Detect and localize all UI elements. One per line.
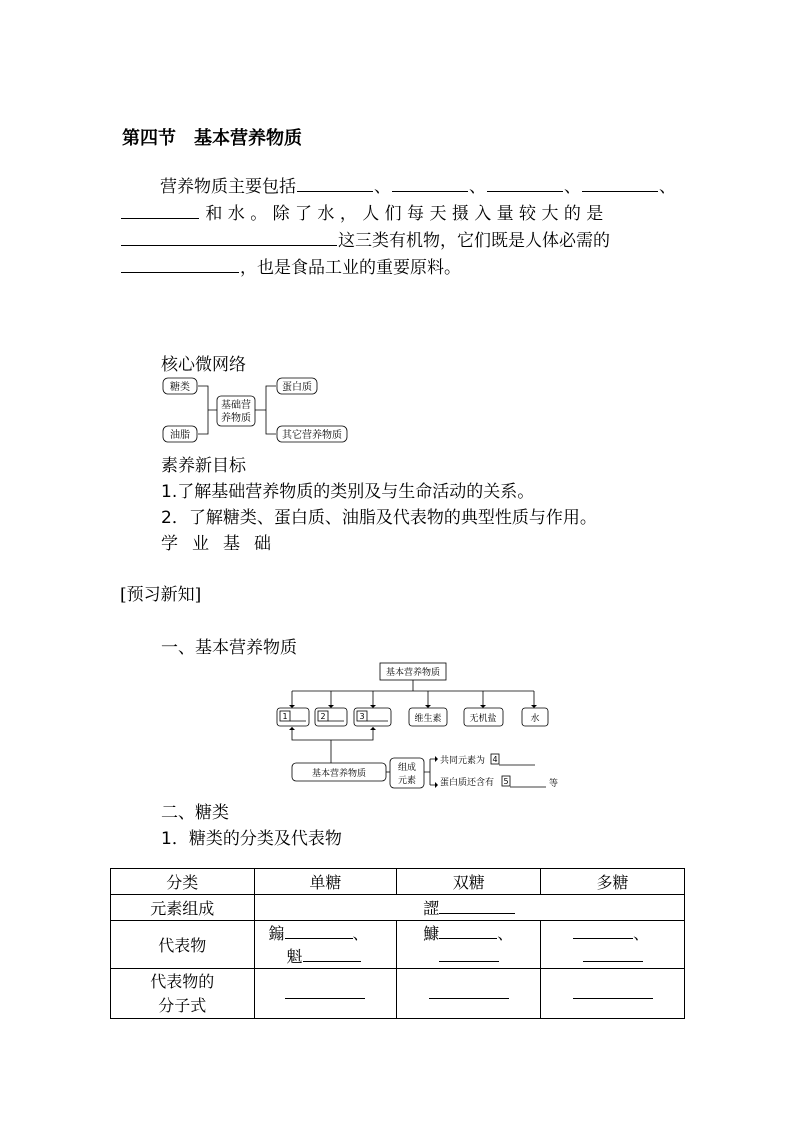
sugar-classification-table bbox=[110, 868, 685, 1019]
connector bbox=[198, 386, 217, 434]
fill-blank[interactable] bbox=[303, 947, 361, 962]
table-cell bbox=[397, 921, 541, 969]
arrowhead bbox=[435, 756, 438, 762]
blank-number: 4 bbox=[492, 755, 498, 764]
intro-line-1 bbox=[120, 173, 674, 201]
page-title: 第四节 基本营养物质 bbox=[122, 128, 302, 149]
table-cell bbox=[541, 969, 685, 1019]
cell-prefix: 䜀 bbox=[423, 899, 440, 918]
goal-item-1: 1.了解基础营养物质的类别及与生命活动的关系。 bbox=[161, 482, 535, 502]
table-header: 分类 bbox=[111, 869, 255, 895]
fill-blank[interactable] bbox=[439, 924, 497, 939]
fill-blank[interactable] bbox=[573, 984, 653, 999]
node-compose: 元素 bbox=[397, 776, 417, 786]
section1-heading: 一、基本营养物质 bbox=[161, 638, 297, 658]
goal-item-2: 2．了解糖类、蛋白质、油脂及代表物的典型性质与作用。 bbox=[161, 508, 597, 528]
row-label-line: 代表物的 bbox=[150, 971, 215, 991]
intro-line-4 bbox=[120, 254, 674, 282]
table-cell bbox=[254, 969, 397, 1019]
table-cell bbox=[541, 921, 685, 969]
intro-text-2: 和 水 。 除 了 水 ， 人 们 每 天 摄 入 量 较 大 的 是 bbox=[205, 204, 604, 224]
table-row bbox=[111, 969, 685, 1019]
separator: 、 bbox=[469, 177, 486, 197]
foundation-heading: 学业基础 bbox=[161, 534, 285, 554]
fill-blank[interactable] bbox=[121, 256, 239, 273]
table-cell bbox=[397, 969, 541, 1019]
fill-blank[interactable] bbox=[285, 984, 365, 999]
intro-text-1: 营养物质主要包括 bbox=[160, 177, 296, 197]
blank-number: 2 bbox=[320, 712, 326, 721]
separator: 、 bbox=[352, 923, 369, 943]
fill-blank[interactable] bbox=[297, 175, 373, 192]
node-sugar: 糖类 bbox=[170, 382, 190, 393]
fill-blank[interactable] bbox=[582, 175, 658, 192]
intro-line-3 bbox=[120, 227, 674, 255]
fill-blank[interactable] bbox=[487, 175, 563, 192]
row-label bbox=[111, 969, 255, 1019]
arrowhead bbox=[289, 727, 295, 730]
table-header: 双糖 bbox=[397, 869, 541, 895]
table-cell bbox=[254, 895, 684, 921]
fill-blank[interactable] bbox=[583, 947, 643, 962]
node-protein: 蛋白质 bbox=[282, 382, 312, 393]
node-water: 水 bbox=[530, 714, 540, 724]
arrowhead bbox=[425, 705, 431, 708]
network-heading: 核心微网络 bbox=[161, 355, 246, 375]
arrowhead bbox=[370, 727, 376, 730]
section2-subheading: 1．糖类的分类及代表物 bbox=[161, 829, 342, 849]
row-label: 代表物 bbox=[111, 921, 255, 969]
arrowhead bbox=[435, 782, 438, 788]
fill-blank[interactable] bbox=[439, 899, 515, 914]
node-bottom: 基本营养物质 bbox=[311, 769, 367, 779]
intro-text-3: 这三类有机物，它们既是人体必需的 bbox=[338, 231, 610, 251]
arrowhead bbox=[480, 705, 486, 708]
section2-heading: 二、糖类 bbox=[161, 803, 229, 823]
connector bbox=[292, 727, 373, 763]
node-salt: 无机盐 bbox=[469, 714, 497, 724]
table-row bbox=[111, 895, 685, 921]
node-vitamin: 维生素 bbox=[414, 714, 442, 724]
row-label: 元素组成 bbox=[111, 895, 255, 921]
fill-blank[interactable] bbox=[121, 229, 337, 246]
nutrients-diagram bbox=[270, 655, 560, 795]
cell-prefix: 鱇 bbox=[423, 923, 440, 943]
table-header: 单糖 bbox=[254, 869, 397, 895]
separator: 、 bbox=[374, 177, 391, 197]
fill-blank[interactable] bbox=[429, 984, 509, 999]
cell-prefix: 䥇 bbox=[268, 923, 285, 943]
arrowhead bbox=[328, 705, 334, 708]
node-fat: 油脂 bbox=[170, 430, 190, 441]
arrowhead bbox=[370, 705, 376, 708]
node-compose: 组成 bbox=[397, 763, 417, 773]
node-center: 基础营 bbox=[221, 400, 251, 411]
goals-heading: 素养新目标 bbox=[161, 456, 246, 476]
intro-text-4: ，也是食品工业的重要原料。 bbox=[240, 258, 461, 278]
protein-extra-label: 蛋白质还含有 bbox=[440, 778, 495, 788]
blank-number: 5 bbox=[503, 777, 509, 786]
separator: 、 bbox=[497, 923, 514, 943]
cell-prefix: 魁 bbox=[286, 946, 303, 966]
fill-blank[interactable] bbox=[121, 202, 199, 219]
table-row bbox=[111, 869, 685, 895]
blank-number: 3 bbox=[359, 712, 365, 721]
separator: 、 bbox=[633, 923, 650, 943]
arrowhead bbox=[289, 705, 295, 708]
arrowhead bbox=[531, 705, 537, 708]
common-elements-label: 共同元素为 bbox=[440, 756, 486, 766]
fill-blank[interactable] bbox=[573, 924, 633, 939]
node-center: 养物质 bbox=[221, 413, 251, 424]
blank-number: 1 bbox=[282, 712, 288, 721]
separator: 、 bbox=[659, 177, 676, 197]
separator: 、 bbox=[564, 177, 581, 197]
table-header: 多糖 bbox=[541, 869, 685, 895]
connector bbox=[424, 759, 435, 785]
etc-label: 等 bbox=[549, 779, 559, 789]
node-other: 其它营养物质 bbox=[282, 430, 342, 441]
connector bbox=[292, 680, 534, 705]
core-network-diagram bbox=[158, 372, 358, 446]
intro-line-2 bbox=[120, 200, 674, 228]
fill-blank[interactable] bbox=[285, 924, 353, 939]
node-top: 基本营养物质 bbox=[385, 668, 441, 678]
connector bbox=[255, 386, 276, 434]
table-cell bbox=[254, 921, 397, 969]
fill-blank[interactable] bbox=[439, 947, 499, 962]
table-row bbox=[111, 921, 685, 969]
preview-heading: [预习新知] bbox=[120, 585, 202, 605]
row-label-line: 分子式 bbox=[158, 995, 207, 1015]
fill-blank[interactable] bbox=[392, 175, 468, 192]
